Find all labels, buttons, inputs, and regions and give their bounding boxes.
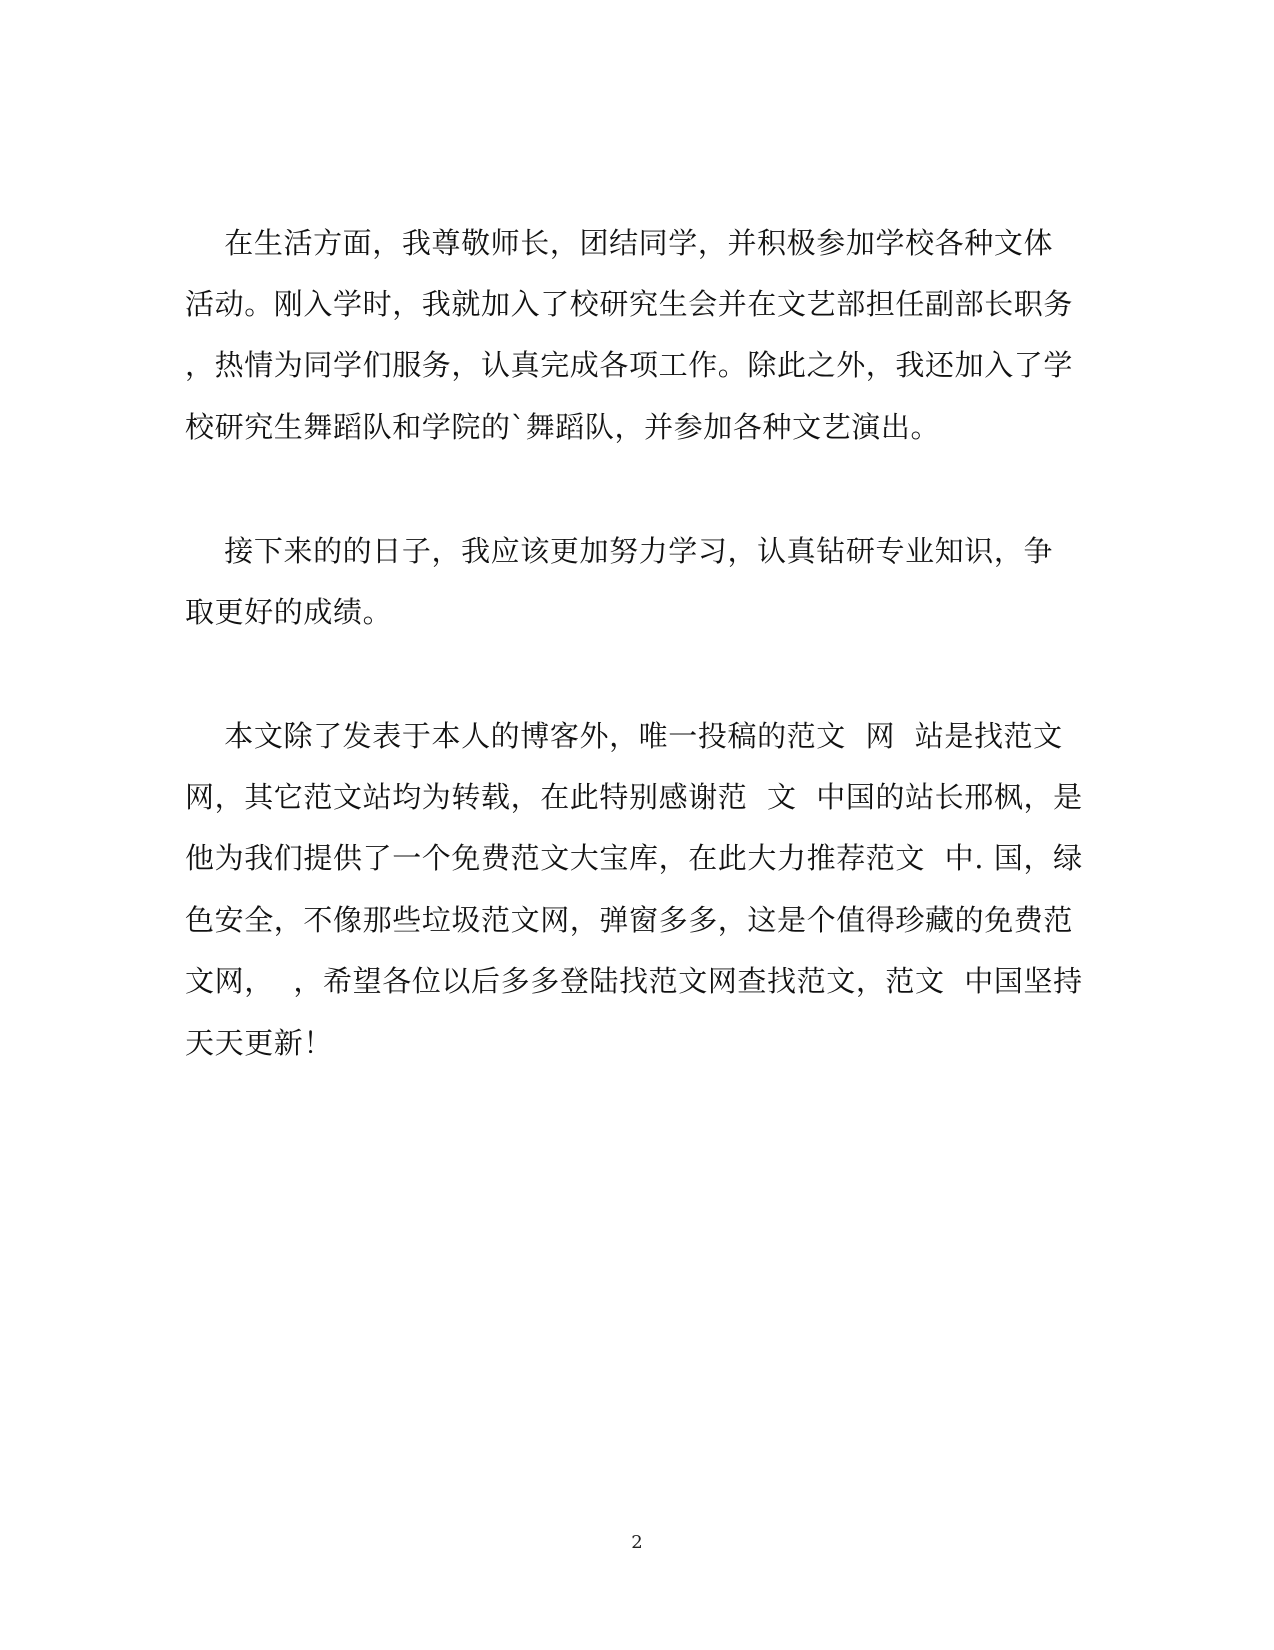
paragraph-3-line-2: 网，其它范文站均为转载，在此特别感谢范 文 中国的站长邢枫，是 [185, 780, 1083, 814]
paragraph-3-line-1: 本文除了发表于本人的博客外，唯一投稿的范文 网 站是找范文 [185, 719, 1063, 753]
paragraph-3-line-3: 他为我们提供了一个免费范文大宝库，在此大力推荐范文 中. 国，绿 [185, 841, 1083, 875]
paragraph-3-line-6: 天天更新！ [185, 1026, 334, 1060]
paragraph-1-line-3: ，热情为同学们服务，认真完成各项工作。除此之外，我还加入了学 [185, 348, 1074, 382]
paragraph-1-line-2: 活动。刚入学时，我就加入了校研究生会并在文艺部担任副部长职务 [185, 287, 1074, 321]
paragraph-1-line-4: 校研究生舞蹈队和学院的`舞蹈队，并参加各种文艺演出。 [185, 410, 941, 444]
page-number: 2 [631, 1532, 643, 1553]
paragraph-3-line-4: 色安全，不像那些垃圾范文网，弹窗多多，这是个值得珍藏的免费范 [185, 903, 1074, 937]
paragraph-2-line-1: 接下来的的日子，我应该更加努力学习，认真钻研专业知识，争 [185, 534, 1054, 568]
paragraph-2-line-2: 取更好的成绩。 [185, 595, 393, 629]
paragraph-3-line-5: 文网， ，希望各位以后多多登陆找范文网查找范文，范文 中国坚持 [185, 964, 1083, 998]
paragraph-1-line-1: 在生活方面，我尊敬师长，团结同学，并积极参加学校各种文体 [185, 226, 1054, 260]
